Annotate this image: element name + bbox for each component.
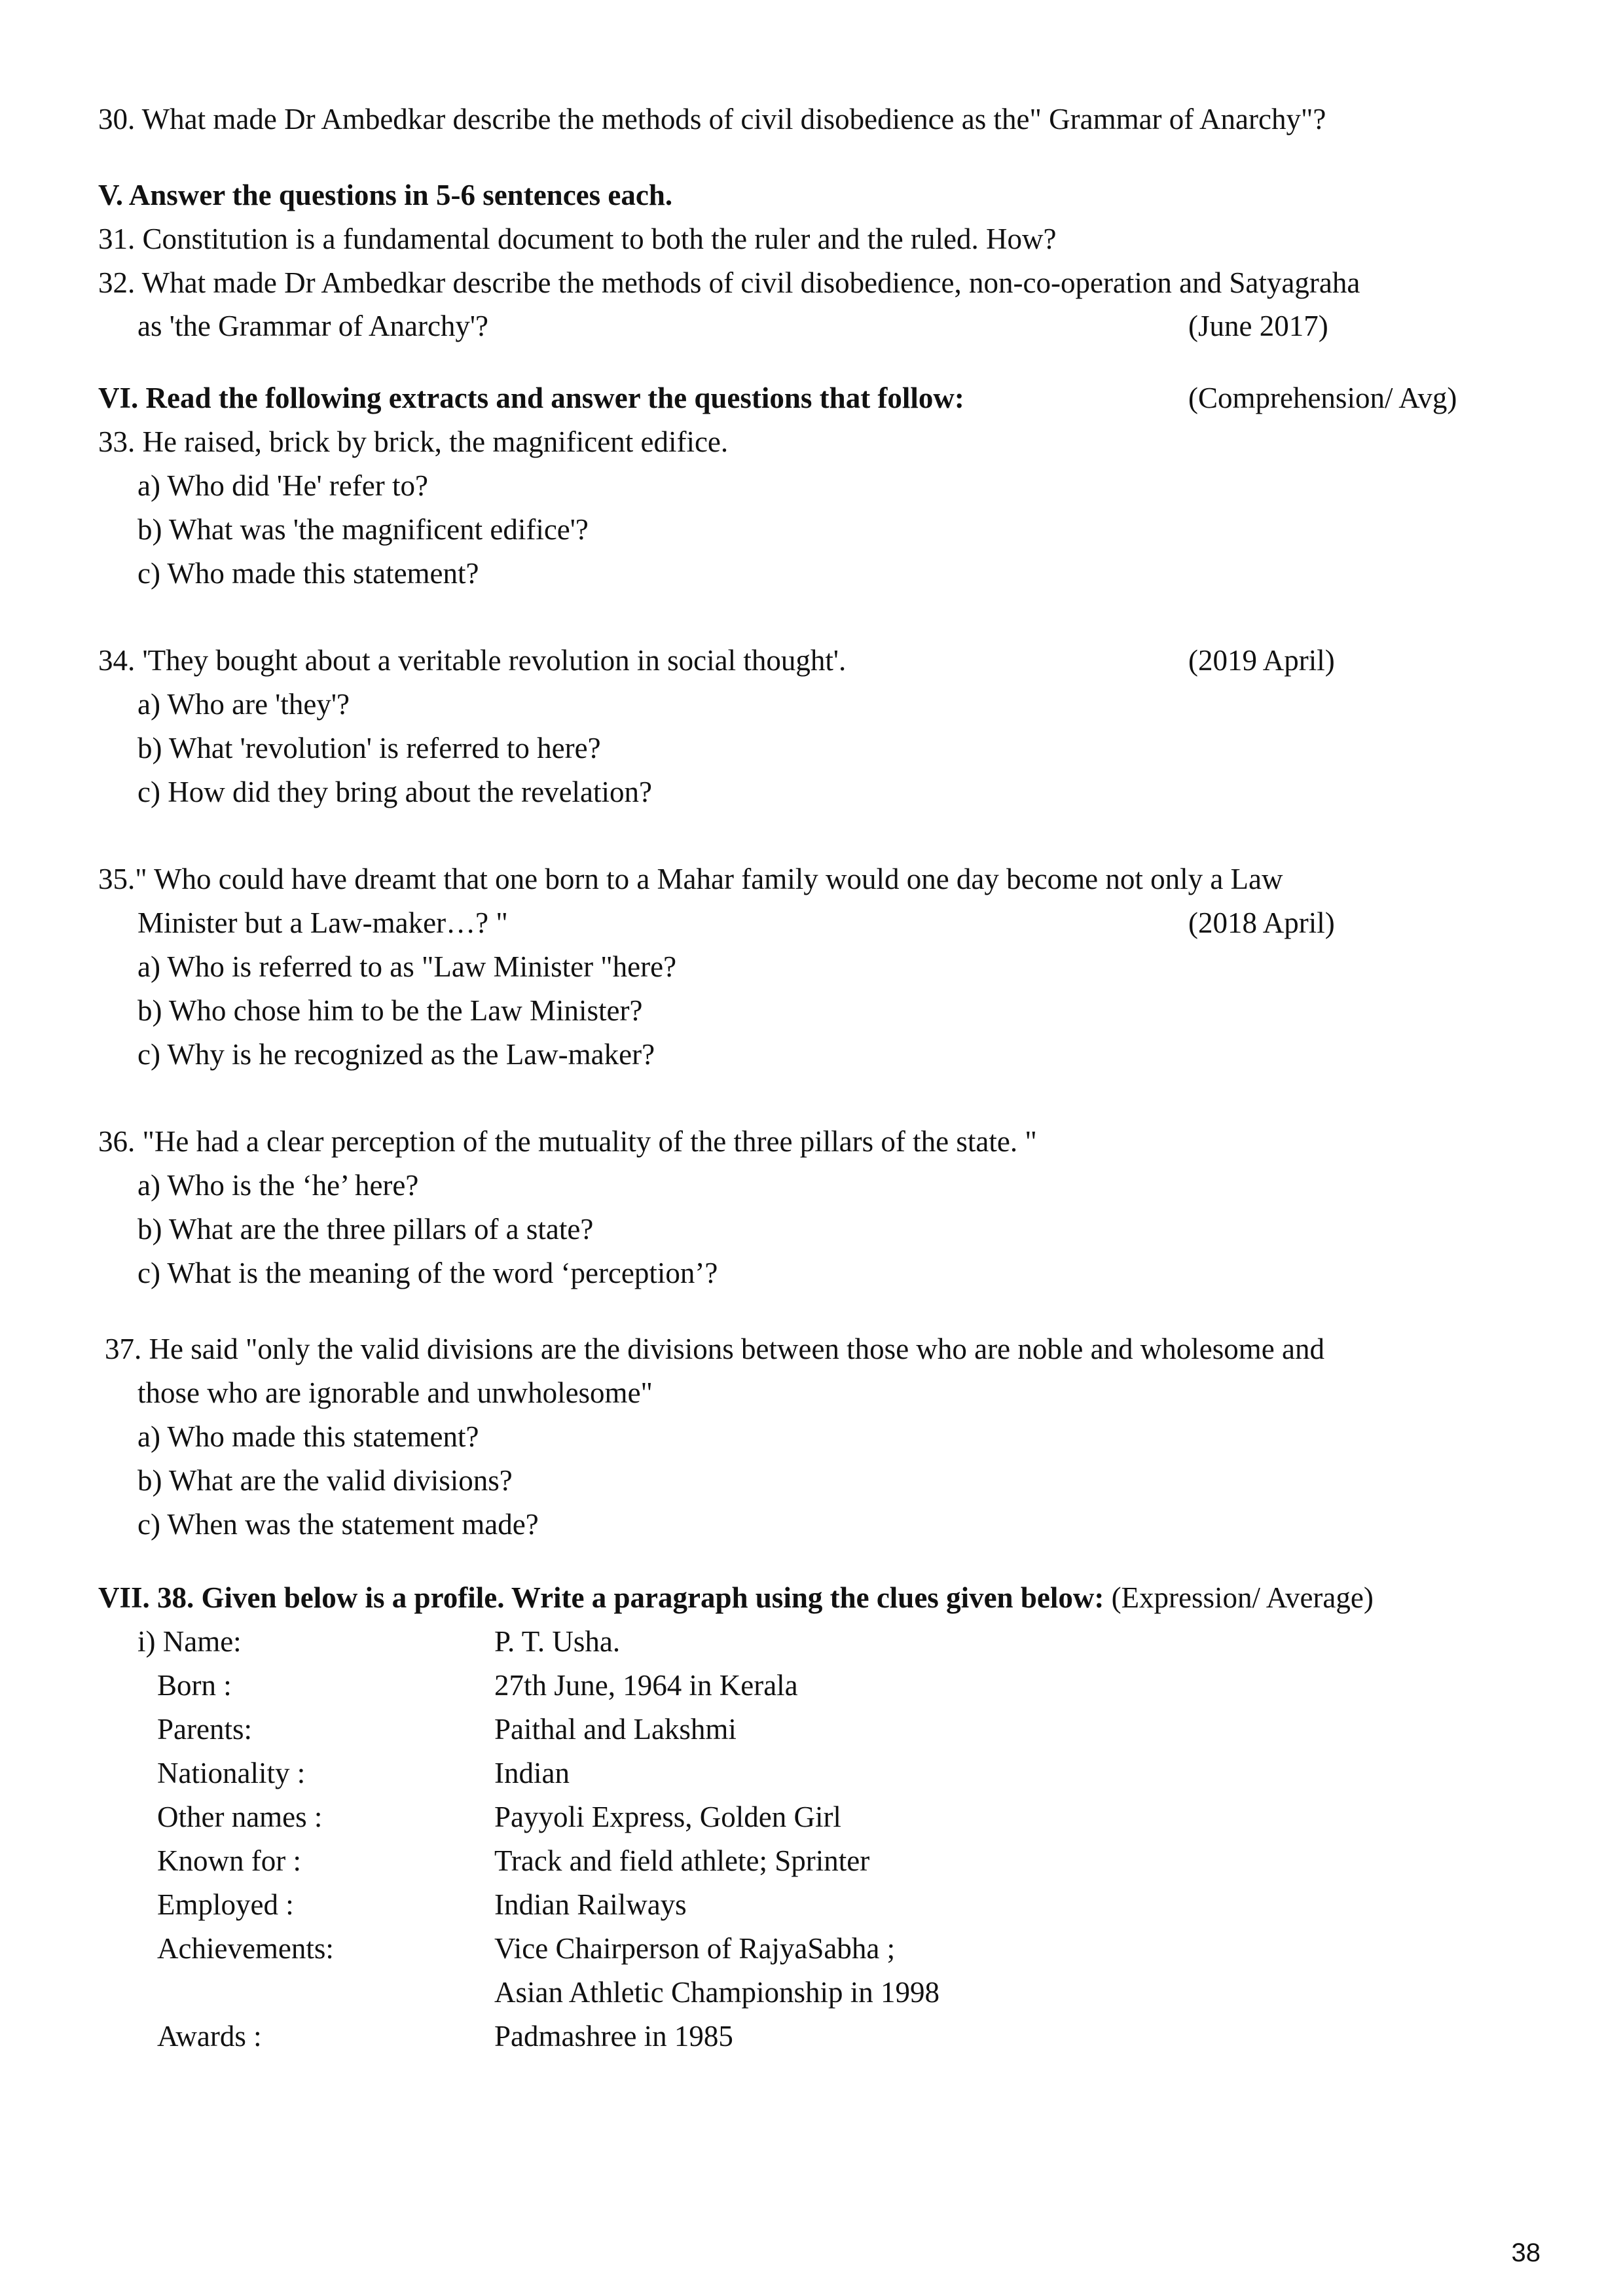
profile-value-employed: Indian Railways bbox=[494, 1888, 687, 1921]
question-35-year-mark: (2018 April) bbox=[1188, 906, 1335, 939]
question-32-continued: as 'the Grammar of Anarchy'? bbox=[137, 310, 489, 342]
section-vii-tag: (Expression/ Average) bbox=[1111, 1581, 1374, 1614]
question-30: 30. What made Dr Ambedkar describe the methods of civil disobedience as the" Grammar of Anarchy"? bbox=[98, 103, 1326, 135]
profile-label-name: i) Name: bbox=[137, 1625, 242, 1658]
question-34-c: c) How did they bring about the revelation? bbox=[137, 776, 653, 808]
profile-value-achievements: Vice Chairperson of RajyaSabha ; bbox=[494, 1932, 896, 1965]
question-35: 35." Who could have dreamt that one born to a Mahar family would one day become not only a Law bbox=[98, 863, 1283, 895]
profile-value-achievements-cont: Asian Athletic Championship in 1998 bbox=[494, 1976, 939, 2009]
profile-value-awards: Padmashree in 1985 bbox=[494, 2020, 733, 2053]
profile-value-nationality: Indian bbox=[494, 1757, 570, 1789]
question-31: 31. Constitution is a fundamental document to both the ruler and the ruled. How? bbox=[98, 223, 1057, 255]
profile-label-nationality: Nationality : bbox=[157, 1757, 306, 1789]
question-35-c: c) Why is he recognized as the Law-maker? bbox=[137, 1038, 655, 1071]
question-35-a: a) Who is referred to as "Law Minister "here? bbox=[137, 950, 677, 983]
profile-label-born: Born : bbox=[157, 1669, 232, 1702]
question-35-b: b) Who chose him to be the Law Minister? bbox=[137, 994, 643, 1027]
section-vi-heading: VI. Read the following extracts and answer the questions that follow: bbox=[98, 382, 964, 414]
question-37: 37. He said "only the valid divisions are the divisions between those who are noble and wholesome and bbox=[105, 1333, 1324, 1365]
section-v-heading: V. Answer the questions in 5-6 sentences each. bbox=[98, 179, 673, 211]
page-number: 38 bbox=[1511, 2238, 1541, 2267]
question-36-b: b) What are the three pillars of a state? bbox=[137, 1213, 594, 1246]
profile-value-parents: Paithal and Lakshmi bbox=[494, 1713, 737, 1746]
profile-label-other-names: Other names : bbox=[157, 1801, 323, 1833]
question-33: 33. He raised, brick by brick, the magnificent edifice. bbox=[98, 425, 729, 458]
question-37-b: b) What are the valid divisions? bbox=[137, 1464, 513, 1497]
profile-label-employed: Employed : bbox=[157, 1888, 294, 1921]
question-35-continued: Minister but a Law-maker…? " bbox=[137, 906, 508, 939]
question-32-year-mark: (June 2017) bbox=[1188, 310, 1328, 342]
question-33-c: c) Who made this statement? bbox=[137, 557, 479, 590]
profile-value-known-for: Track and field athlete; Sprinter bbox=[494, 1844, 870, 1877]
profile-value-other-names: Payyoli Express, Golden Girl bbox=[494, 1801, 841, 1833]
profile-label-awards: Awards : bbox=[157, 2020, 262, 2053]
question-36-a: a) Who is the ‘he’ here? bbox=[137, 1169, 419, 1202]
section-vii-heading-row bbox=[98, 1578, 1374, 1617]
profile-label-parents: Parents: bbox=[157, 1713, 252, 1746]
question-33-b: b) What was 'the magnificent edifice'? bbox=[137, 513, 589, 546]
section-vii-heading: VII. 38. Given below is a profile. Write a paragraph using the clues given below: bbox=[98, 1581, 1104, 1614]
question-36-c: c) What is the meaning of the word ‘perception’? bbox=[137, 1257, 718, 1289]
question-32: 32. What made Dr Ambedkar describe the methods of civil disobedience, non-co-operation and Satyagraha bbox=[98, 266, 1360, 299]
question-34: 34. 'They bought about a veritable revolution in social thought'. bbox=[98, 644, 847, 677]
question-36: 36. "He had a clear perception of the mutuality of the three pillars of the state. " bbox=[98, 1125, 1037, 1158]
question-37-c: c) When was the statement made? bbox=[137, 1508, 539, 1541]
question-37-continued: those who are ignorable and unwholesome" bbox=[137, 1376, 653, 1409]
question-33-a: a) Who did 'He' refer to? bbox=[137, 469, 428, 502]
question-34-year-mark: (2019 April) bbox=[1188, 644, 1335, 677]
profile-label-known-for: Known for : bbox=[157, 1844, 301, 1877]
profile-label-achievements: Achievements: bbox=[157, 1932, 334, 1965]
profile-value-born: 27th June, 1964 in Kerala bbox=[494, 1669, 798, 1702]
profile-value-name: P. T. Usha. bbox=[494, 1625, 621, 1658]
section-vi-tag: (Comprehension/ Avg) bbox=[1188, 382, 1457, 414]
question-34-b: b) What 'revolution' is referred to here? bbox=[137, 732, 601, 764]
question-34-a: a) Who are 'they'? bbox=[137, 688, 350, 721]
question-37-a: a) Who made this statement? bbox=[137, 1420, 479, 1453]
